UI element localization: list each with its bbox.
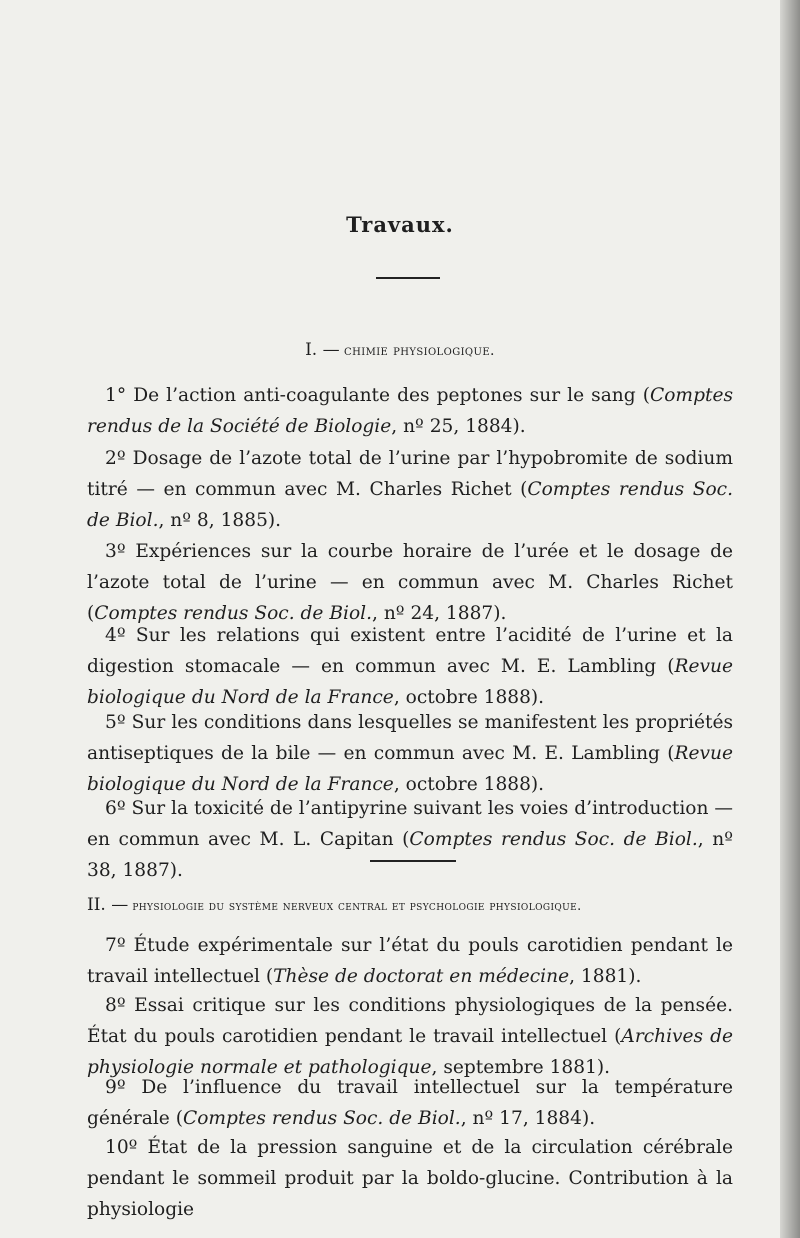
entry-citation: Archives de physiologie normale et pathologique	[87, 1026, 733, 1078]
entry-text: , septembre 1881).	[431, 1057, 611, 1078]
entry-text: 1° De l’action anti-coagulante des peptones sur le sang (	[105, 385, 651, 406]
entry-citation: Comptes rendus de la Société de Biologie	[87, 385, 733, 437]
section-heading	[0, 340, 800, 360]
bibliography-entry	[87, 380, 733, 442]
bibliography-entry	[87, 707, 733, 800]
bibliography-entry	[87, 1132, 733, 1225]
entry-text: , nº 38, 1887).	[87, 829, 733, 881]
entry-text: , nº 25, 1884).	[391, 416, 526, 437]
entry-text: 9º De l’influence du travail intellectuel sur la température générale (	[87, 1077, 733, 1129]
entry-text: 10º État de la pression sanguine et de la circulation cérébrale pendant le sommeil produit par la boldo-glucine. Contribution à la physiologie	[87, 1137, 733, 1220]
entry-citation: Comptes rendus Soc. de Biol.	[182, 1108, 461, 1129]
entry-text: 7º Étude expérimentale sur l’état du pouls carotidien pendant le travail intellectuel (	[87, 935, 733, 987]
entry-citation: Thèse de doctorat en médecine	[273, 966, 570, 987]
bibliography-entry	[87, 1072, 733, 1134]
title-rule	[376, 277, 440, 279]
section-title: chimie physiologique.	[344, 343, 495, 359]
entry-text: , octobre 1888).	[393, 774, 545, 795]
bibliography-entry	[87, 793, 733, 886]
page-edge-shadow	[780, 0, 800, 1238]
entry-text: 6º Sur la toxicité de l’antipyrine suivant les voies d’introduction — en commun avec M. L. Capitan (	[87, 798, 733, 850]
bibliography-entry	[87, 443, 733, 536]
entry-text: , 1881).	[569, 966, 642, 987]
entry-citation: Comptes rendus Soc. de Biol.	[87, 479, 733, 531]
entry-text: 8º Essai critique sur les conditions physiologiques de la pensée. État du pouls carotidien pendant le travail intellectuel (	[87, 995, 733, 1047]
entry-citation: Revue biologique du Nord de la France	[87, 743, 733, 795]
bibliography-entry	[87, 536, 733, 629]
page-title: Travaux.	[346, 212, 454, 237]
bibliography-entry	[87, 620, 733, 713]
entry-text: 2º Dosage de l’azote total de l’urine par l’hypobromite de sodium titré — en commun avec M. Charles Richet (	[87, 448, 733, 500]
entry-text: , nº 24, 1887).	[372, 603, 507, 624]
entry-text: 3º Expériences sur la courbe horaire de l’urée et le dosage de l’azote total de l’urine — en commun avec M. Charles Richet (	[87, 541, 733, 624]
entry-citation: Comptes rendus Soc. de Biol.	[94, 603, 372, 624]
entry-text: 4º Sur les relations qui existent entre l’acidité de l’urine et la digestion stomacale — en commun avec M. E. Lambling (	[87, 625, 733, 677]
section-rule	[370, 860, 456, 862]
entry-text: , nº 8, 1885).	[158, 510, 282, 531]
entry-text: 5º Sur les conditions dans lesquelles se manifestent les propriétés antiseptiques de la bile — en commun avec M. E. Lambling (	[87, 712, 733, 764]
entry-text: , octobre 1888).	[393, 687, 545, 708]
section-number: I. —	[305, 340, 340, 360]
section-heading	[87, 895, 737, 915]
entry-citation: Comptes rendus Soc. de Biol.	[409, 829, 698, 850]
entry-text: , nº 17, 1884).	[460, 1108, 596, 1129]
section-number: II. —	[87, 895, 129, 915]
bibliography-entry	[87, 930, 733, 992]
entry-citation: Revue biologique du Nord de la France	[87, 656, 733, 708]
bibliography-entry	[87, 990, 733, 1083]
section-title: physiologie du système nerveux central et psychologie physiologique.	[132, 899, 582, 914]
